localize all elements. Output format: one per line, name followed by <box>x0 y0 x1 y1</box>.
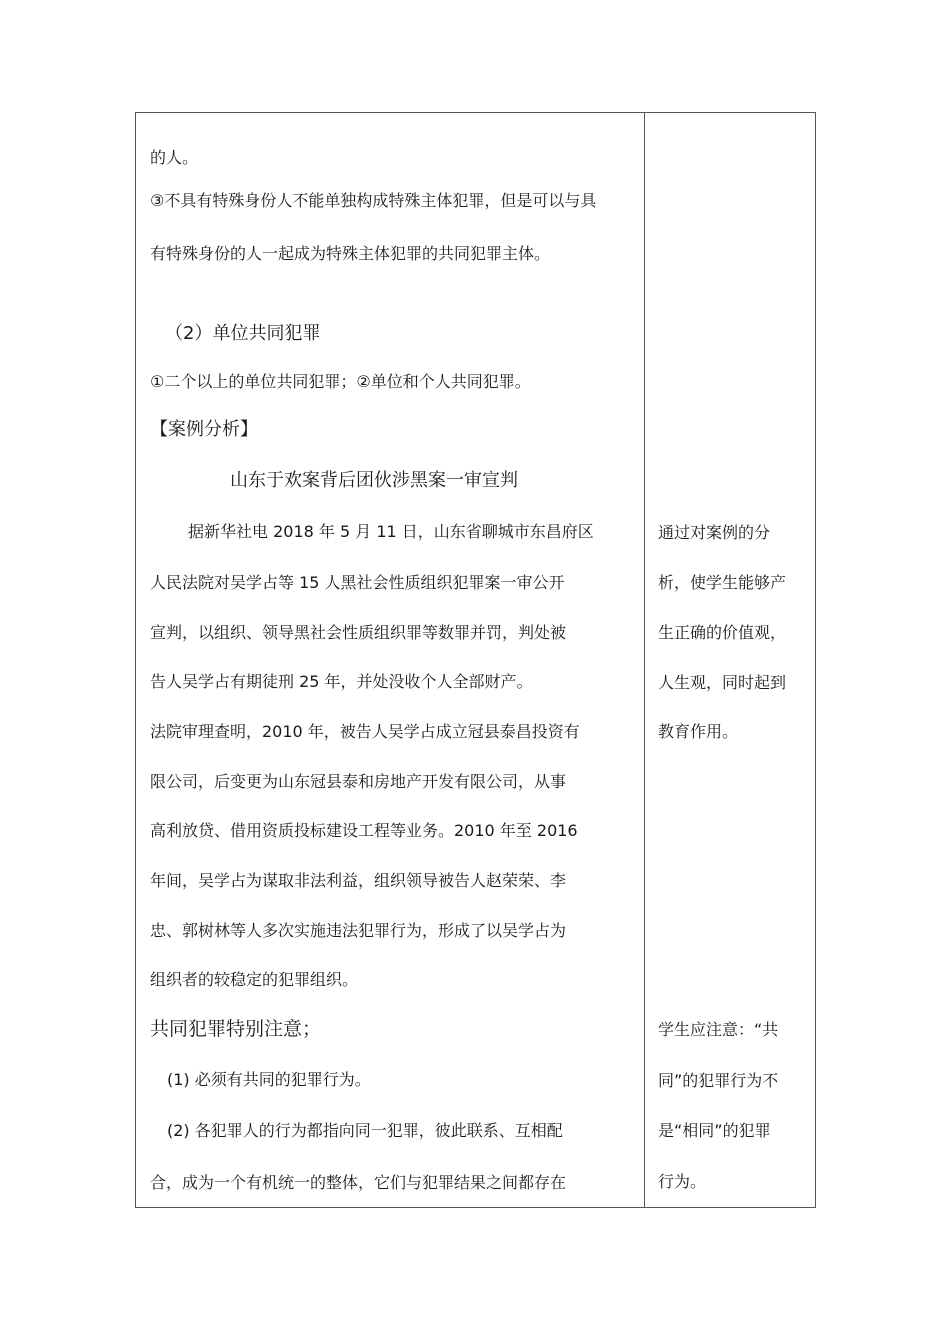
comment-line: 是“相同”的犯罪 <box>658 1121 771 1140</box>
section-heading: （2）单位共同犯罪 <box>165 323 321 344</box>
comment-line: 教育作用。 <box>658 722 739 741</box>
case-line: 法院审理查明，2010 年，被告人吴学占成立冠县泰昌投资有 <box>150 722 580 741</box>
case-line: 据新华社电 2018 年 5 月 11 日，山东省聊城市东昌府区 <box>188 522 594 541</box>
case-line: 忠、郭树林等人多次实施违法犯罪行为，形成了以吴学占为 <box>150 921 567 940</box>
comment-line: 通过对案例的分 <box>658 523 771 542</box>
comment-line: 析，使学生能够产 <box>658 573 787 592</box>
case-line: 高利放贷、借用资质投标建设工程等业务。2010 年至 2016 <box>150 821 578 840</box>
case-line: 限公司，后变更为山东冠县泰和房地产开发有限公司，从事 <box>150 772 567 791</box>
case-line: 人民法院对吴学占等 15 人黑社会性质组织犯罪案一审公开 <box>150 573 565 592</box>
comment-line: 人生观，同时起到 <box>658 673 787 692</box>
comment-line: 行为。 <box>658 1172 707 1191</box>
case-title: 山东于欢案背后团伙涉黑案一审宣判 <box>230 470 518 491</box>
column-divider <box>644 112 645 1208</box>
paragraph-line: 的人。 <box>150 148 199 167</box>
comment-line: 学生应注意：“共 <box>658 1020 779 1039</box>
paragraph-line: ①二个以上的单位共同犯罪；②单位和个人共同犯罪。 <box>150 372 531 391</box>
comment-line: 同”的犯罪行为不 <box>658 1071 779 1090</box>
note-line: 合，成为一个有机统一的整体，它们与犯罪结果之间都存在 <box>150 1173 567 1192</box>
paragraph-line: 有特殊身份的人一起成为特殊主体犯罪的共同犯罪主体。 <box>150 244 551 263</box>
note-line: (1) 必须有共同的犯罪行为。 <box>167 1070 371 1089</box>
note-heading: 共同犯罪特别注意； <box>150 1018 322 1040</box>
case-line: 告人吴学占有期徒刑 25 年，并处没收个人全部财产。 <box>150 672 533 691</box>
paragraph-line: ③不具有特殊身份人不能单独构成特殊主体犯罪，但是可以与具 <box>150 191 597 210</box>
comment-line: 生正确的价值观， <box>658 623 787 642</box>
case-line: 宣判，以组织、领导黑社会性质组织罪等数罪并罚，判处被 <box>150 623 567 642</box>
lesson-table <box>135 112 816 1208</box>
case-line: 组织者的较稳定的犯罪组织。 <box>150 970 359 989</box>
note-line: (2) 各犯罪人的行为都指向同一犯罪，彼此联系、互相配 <box>167 1121 563 1140</box>
case-heading: 【案例分析】 <box>150 419 258 440</box>
case-line: 年间，吴学占为谋取非法利益，组织领导被告人赵荣荣、李 <box>150 871 567 890</box>
